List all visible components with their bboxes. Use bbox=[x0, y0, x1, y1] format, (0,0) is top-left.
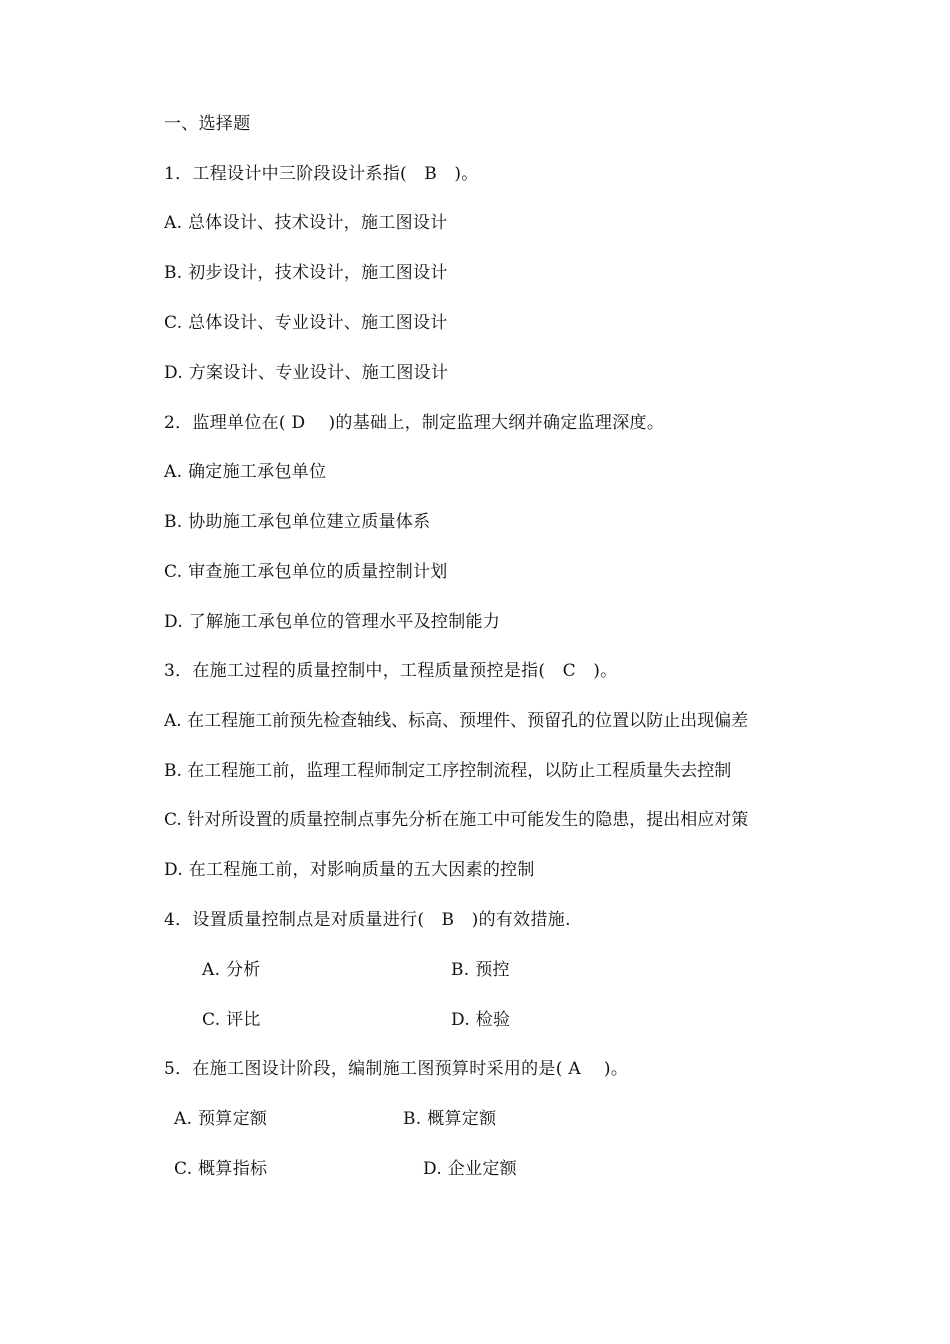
question-5-option-d: D. 企业定额 bbox=[423, 1159, 517, 1179]
question-3-option-c: C. 针对所设置的质量控制点事先分析在施工中可能发生的隐患，提出相应对策 bbox=[164, 810, 749, 830]
question-2-option-b: B. 协助施工承包单位建立质量体系 bbox=[164, 512, 431, 532]
question-5-option-c: C. 概算指标 bbox=[174, 1159, 268, 1179]
question-4-option-c: C. 评比 bbox=[202, 1010, 261, 1030]
question-3-option-d: D. 在工程施工前，对影响质量的五大因素的控制 bbox=[164, 860, 535, 880]
question-3-option-a: A. 在工程施工前预先检查轴线、标高、预埋件、预留孔的位置以防止出现偏差 bbox=[164, 711, 749, 731]
question-5-stem: 5．在施工图设计阶段，编制施工图预算时采用的是( A )。 bbox=[164, 1059, 629, 1079]
question-2-stem: 2．监理单位在( D )的基础上，制定监理大纲并确定监理深度。 bbox=[164, 413, 665, 433]
question-4-option-a: A. 分析 bbox=[202, 960, 261, 980]
question-3-option-b: B. 在工程施工前，监理工程师制定工序控制流程，以防止工程质量失去控制 bbox=[164, 761, 732, 781]
question-5-option-b: B. 概算定额 bbox=[403, 1109, 497, 1129]
section-title: 一、选择题 bbox=[164, 114, 251, 134]
question-4-option-b: B. 预控 bbox=[451, 960, 510, 980]
question-1-option-d: D. 方案设计、专业设计、施工图设计 bbox=[164, 363, 449, 383]
question-1-option-b: B. 初步设计，技术设计，施工图设计 bbox=[164, 263, 448, 283]
question-5-option-a: A. 预算定额 bbox=[174, 1109, 268, 1129]
question-1-stem: 1．工程设计中三阶段设计系指( B )。 bbox=[164, 164, 479, 184]
question-1-option-a: A. 总体设计、技术设计，施工图设计 bbox=[164, 213, 448, 233]
question-2-option-c: C. 审查施工承包单位的质量控制计划 bbox=[164, 562, 448, 582]
question-4-stem: 4．设置质量控制点是对质量进行( B )的有效措施. bbox=[164, 910, 571, 930]
question-2-option-d: D. 了解施工承包单位的管理水平及控制能力 bbox=[164, 612, 501, 632]
question-3-stem: 3．在施工过程的质量控制中，工程质量预控是指( C )。 bbox=[164, 661, 618, 681]
question-4-option-d: D. 检验 bbox=[451, 1010, 511, 1030]
question-1-option-c: C. 总体设计、专业设计、施工图设计 bbox=[164, 313, 448, 333]
question-2-option-a: A. 确定施工承包单位 bbox=[164, 462, 327, 482]
